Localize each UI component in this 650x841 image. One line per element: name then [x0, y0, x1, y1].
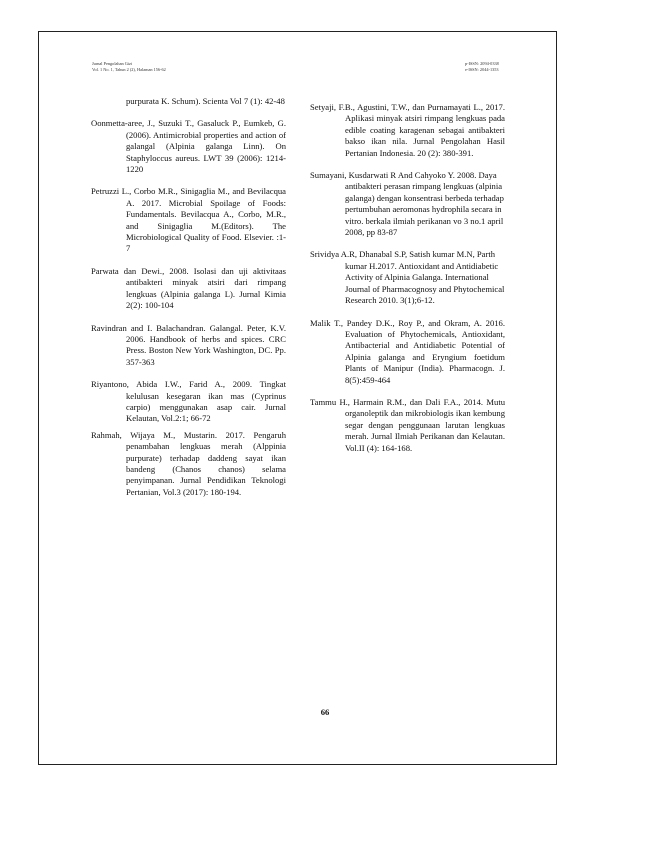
journal-header-left: [92, 61, 166, 73]
reference-entry: purpurata K. Schum). Scienta Vol 7 (1): 42-48: [126, 96, 285, 106]
reference-entry: Rahmah, Wijaya M., Mustarin. 2017. Pengaruh penambahan lengkuas merah (Alppinia purpurate) terhadap daddeng sayat ikan bandeng (Chanos chanos) selama penyimpanan. Jurnal Pendidikan Teknologi Pertanian, Vol.3 (2017): 180-194.: [91, 429, 286, 497]
reference-entry: Riyantono, Abida I.W., Farid A., 2009. Tingkat kelulusan kesegaran ikan mas (Cyprinus carpio) menggunakan asap cair. Jurnal Kelautan, Vol.2:1; 66-72: [91, 379, 286, 424]
reference-entry: Srividya A.R, Dhanabal S.P, Satish kumar M.N, Parth kumar H.2017. Antioxidant and Antidiabetic Activity of Alpinia Galanga. International Journal of Pharmacognosy and Phytochemical Research 2010. 3(1);6-12.: [310, 249, 505, 306]
print-issn: p-ISSN: 2094-0338: [465, 61, 499, 66]
reference-entry: Sumayani, Kusdarwati R And Cahyoko Y. 2008. Daya antibakteri perasan rimpang lengkuas (alpinia galanga) dengan konsentrasi berbeda terhadap pertumbuhan aeromonas hydrophila secara in vitro. berkala ilmiah perikanan vo 3 no.1 april 2008, pp 83-87: [310, 170, 504, 238]
online-issn: e-ISSN: 2044-1353: [465, 67, 499, 72]
journal-header-right: [465, 61, 499, 73]
journal-name: Jurnal Pengolahan Gizi: [92, 61, 133, 66]
page-number: 66: [320, 707, 330, 717]
reference-entry: Parwata dan Dewi., 2008. Isolasi dan uji aktivitaas antibakteri minyak atsiri dari rimpang lengkuas (Alpinia galanga L). Jurnal Kimia 2(2): 100-104: [91, 265, 286, 311]
reference-entry: Petruzzi L., Corbo M.R., Sinigaglia M., and Bevilacqua A. 2017. Microbial Spoilage of Foods: Fundamentals. Bevilacqua A., Corbo, M.R., and Sinigaglia M.(Editors). The Microbiological Quality of Food. Elsevier. :1-7: [91, 186, 286, 254]
reference-entry: Setyaji, F.B., Agustini, T.W., dan Purnamayati L., 2017. Aplikasi minyak atsiri rimpang lengkuas pada edible coating karagenan sebagai antibakteri bakso ikan nila. Jurnal Pengolahan Hasil Pertanian Indonesia. 20 (2): 380-391.: [310, 102, 505, 158]
journal-volume: Vol. 1 No. 1, Tahun 2 (2), Halaman 156-62: [92, 67, 166, 72]
reference-column-left: [91, 96, 286, 498]
reference-entry: Malik T., Pandey D.K., Roy P., and Okram, A. 2016. Evaluation of Phytochemicals, Antioxidant, Antibacterial and Antidiabetic Potential of Alpinia galanga and Eryngium foetidum Plants of Manipur (India). Pharmacogn. J. 8(5):459-464: [310, 317, 505, 385]
reference-column-right: [310, 102, 505, 454]
reference-entry: Ravindran and I. Balachandran. Galangal. Peter, K.V. 2006. Handbook of herbs and spices. CRC Press. Boston New York Washington, DC. Pp. 357-363: [91, 322, 286, 367]
reference-entry: Tammu H., Harmain R.M., dan Dali F.A., 2014. Mutu organoleptik dan mikrobiologis ikan kembung segar dengan penggunaan larutan lengkuas merah. Jurnal Ilmiah Perikanan dan Kelautan. Vol.II (4): 164-168.: [310, 396, 505, 453]
reference-entry: Oonmetta-aree, J., Suzuki T., Gasaluck P., Eumkeb, G. (2006). Antimicrobial properties and action of galangal (Alpinia galanga Linn). On Staphyloccus aureus. LWT 39 (2006): 1214-1220: [91, 118, 286, 175]
